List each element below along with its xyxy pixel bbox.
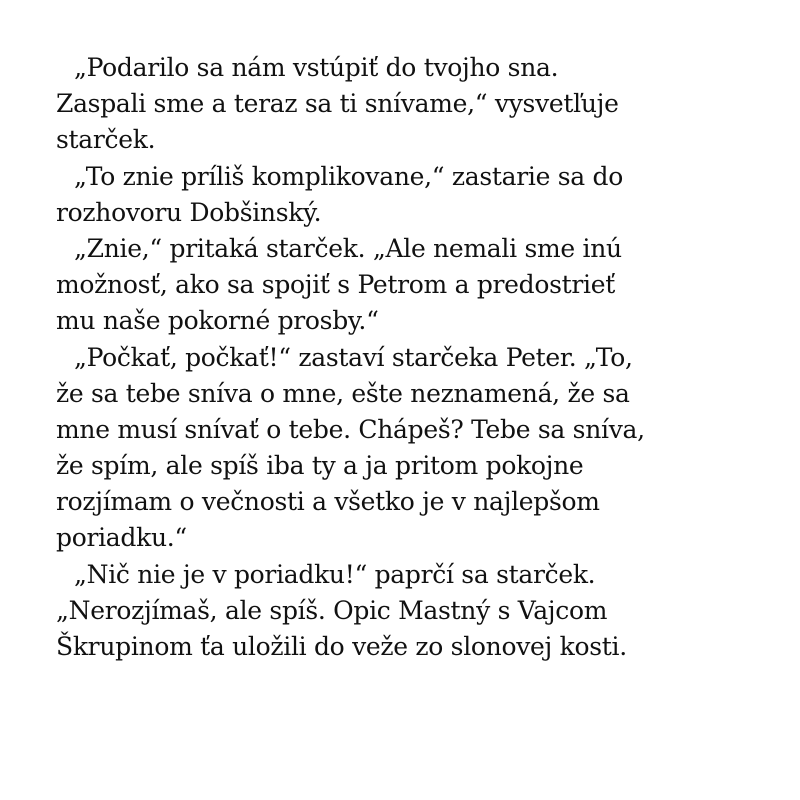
text-line: starček.	[56, 125, 156, 155]
text-line: mne musí snívať o tebe. Chápeš? Tebe sa sníva,	[56, 414, 645, 444]
text-line: rozjímam o večnosti a všetko je v najlepšom	[56, 487, 600, 517]
text-line: „Podarilo sa nám vstúpiť do tvojho sna.	[74, 53, 559, 82]
text-line: že spím, ale spíš iba ty a ja pritom pokojne	[56, 451, 584, 481]
text-line: Zaspali sme a teraz sa ti snívame,“ vysvetľuje	[56, 89, 619, 119]
text-line: „Znie,“ pritaká starček. „Ale nemali sme inú	[74, 233, 622, 263]
text-line: „To znie príliš komplikovane,“ zastarie sa do	[74, 161, 624, 191]
text-line: Škrupinom ťa uložili do veže zo slonovej kosti.	[56, 632, 627, 661]
text-line: že sa tebe sníva o mne, ešte neznamená, že sa	[56, 378, 630, 408]
text-page	[56, 50, 786, 665]
text-line: možnosť, ako sa spojiť s Petrom a predostrieť	[56, 270, 615, 300]
text-line: „Počkať, počkať!“ zastaví starčeka Peter. „To,	[74, 342, 633, 372]
text-line: „Nič nie je v poriadku!“ paprčí sa starček.	[74, 559, 596, 589]
text-line: mu naše pokorné prosby.“	[56, 306, 379, 336]
text-line: „Nerozjímaš, ale spíš. Opic Mastný s Vajcom	[56, 595, 608, 625]
text-line: rozhovoru Dobšinský.	[56, 197, 322, 227]
text-line: poriadku.“	[56, 523, 187, 553]
